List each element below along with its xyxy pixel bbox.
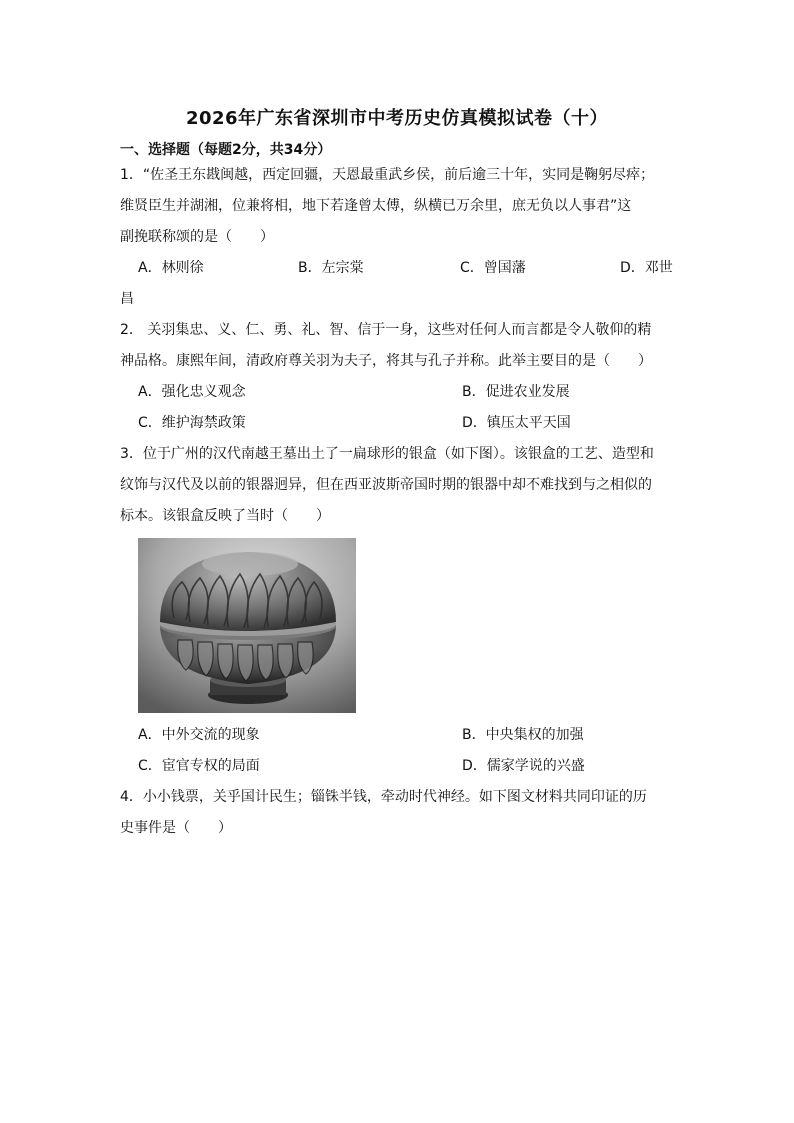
q1-line-2: 维贤臣生并湖湘，位兼将相，地下若逢曾太傅，纵横已万余里，庶无负以人事君”这 xyxy=(120,198,632,214)
q4-line-1: 4．小小钱票，关乎国计民生；锱铢半钱，牵动时代神经。如下图文材料共同印证的历 xyxy=(120,789,647,805)
q4-line-2: 史事件是（ ） xyxy=(120,820,232,836)
q1-option-d: D．邓世 xyxy=(620,260,673,276)
q2-option-d: D．镇压太平天国 xyxy=(462,415,571,431)
q2-option-c: C．维护海禁政策 xyxy=(138,415,246,431)
q1-option-b: B．左宗棠 xyxy=(298,260,364,276)
silver-box-photo xyxy=(138,538,356,713)
q3-option-c: C．宦官专权的局面 xyxy=(138,758,260,774)
q2-option-b: B．促进农业发展 xyxy=(462,384,570,400)
q3-line-3: 标本。该银盒反映了当时（ ） xyxy=(120,508,330,524)
q1-option-a: A．林则徐 xyxy=(138,260,204,276)
q1-line-3: 副挽联称颂的是（ ） xyxy=(120,229,274,245)
q2-line-2: 神品格。康熙年间，清政府尊关羽为夫子，将其与孔子并称。此举主要目的是（ ） xyxy=(120,353,652,369)
section-heading: 一、选择题（每题2分，共34分） xyxy=(120,142,332,158)
q3-option-d: D．儒家学说的兴盛 xyxy=(462,758,585,774)
q1-line-1: 1．“佐圣王东戡闽越，西定回疆，天恩最重武乡侯，前后逾三十年，实同是鞠躬尽瘁； xyxy=(120,167,655,183)
q1-option-c: C．曾国藩 xyxy=(460,260,526,276)
q3-option-a: A．中外交流的现象 xyxy=(138,727,260,743)
q3-line-2: 纹饰与汉代及以前的银器迥异，但在西亚波斯帝国时期的银器中却不难找到与之相似的 xyxy=(120,477,652,493)
q2-line-1: 2． 关羽集忠、义、仁、勇、礼、智、信于一身，这些对任何人而言都是令人敬仰的精 xyxy=(120,322,652,338)
q2-option-a: A．强化忠义观念 xyxy=(138,384,246,400)
q1-option-d-wrap: 昌 xyxy=(120,291,134,307)
exam-title: 2026年广东省深圳市中考历史仿真模拟试卷（十） xyxy=(185,108,609,129)
q3-option-b: B．中央集权的加强 xyxy=(462,727,584,743)
q3-line-1: 3．位于广州的汉代南越王墓出土了一扁球形的银盒（如下图）。该银盒的工艺、造型和 xyxy=(120,446,654,462)
